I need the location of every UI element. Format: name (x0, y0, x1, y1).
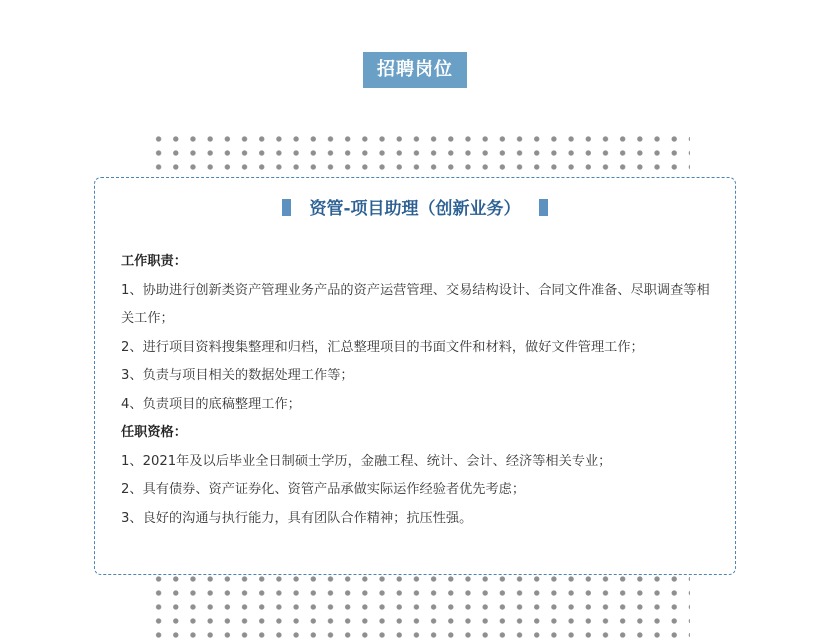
requirements-heading: 任职资格： (121, 425, 187, 440)
section-title-badge: 招聘岗位 (363, 52, 467, 88)
duty-item: 3、负责与项目相关的数据处理工作等； (121, 368, 354, 383)
duty-item: 1、协助进行创新类资产管理业务产品的资产运营管理、交易结构设计、合同文件准备、尽职调查等相关工作； (121, 282, 710, 326)
requirement-item: 1、2021年及以后毕业全日制硕士学历，金融工程、统计、会计、经济等相关专业； (121, 453, 612, 469)
requirement-item: 3、良好的沟通与执行能力，具有团队合作精神；抗压性强。 (121, 510, 473, 526)
job-title: 资管-项目助理（创新业务） (309, 198, 521, 219)
title-bar-left (282, 199, 291, 216)
duty-item: 4、负责项目的底稿整理工作； (121, 396, 301, 412)
card-title-row (95, 195, 735, 221)
duties-heading: 工作职责： (121, 254, 187, 269)
duty-item: 2、进行项目资料搜集整理和归档，汇总整理项目的书面文件和材料，做好文件管理工作； (121, 339, 644, 355)
job-description (121, 248, 717, 533)
title-bar-right (539, 199, 548, 216)
requirement-item: 2、具有债券、资产证券化、资管产品承做实际运作经验者优先考虑； (121, 482, 526, 497)
dot-pattern-bottom (150, 572, 690, 643)
job-card (94, 177, 736, 575)
